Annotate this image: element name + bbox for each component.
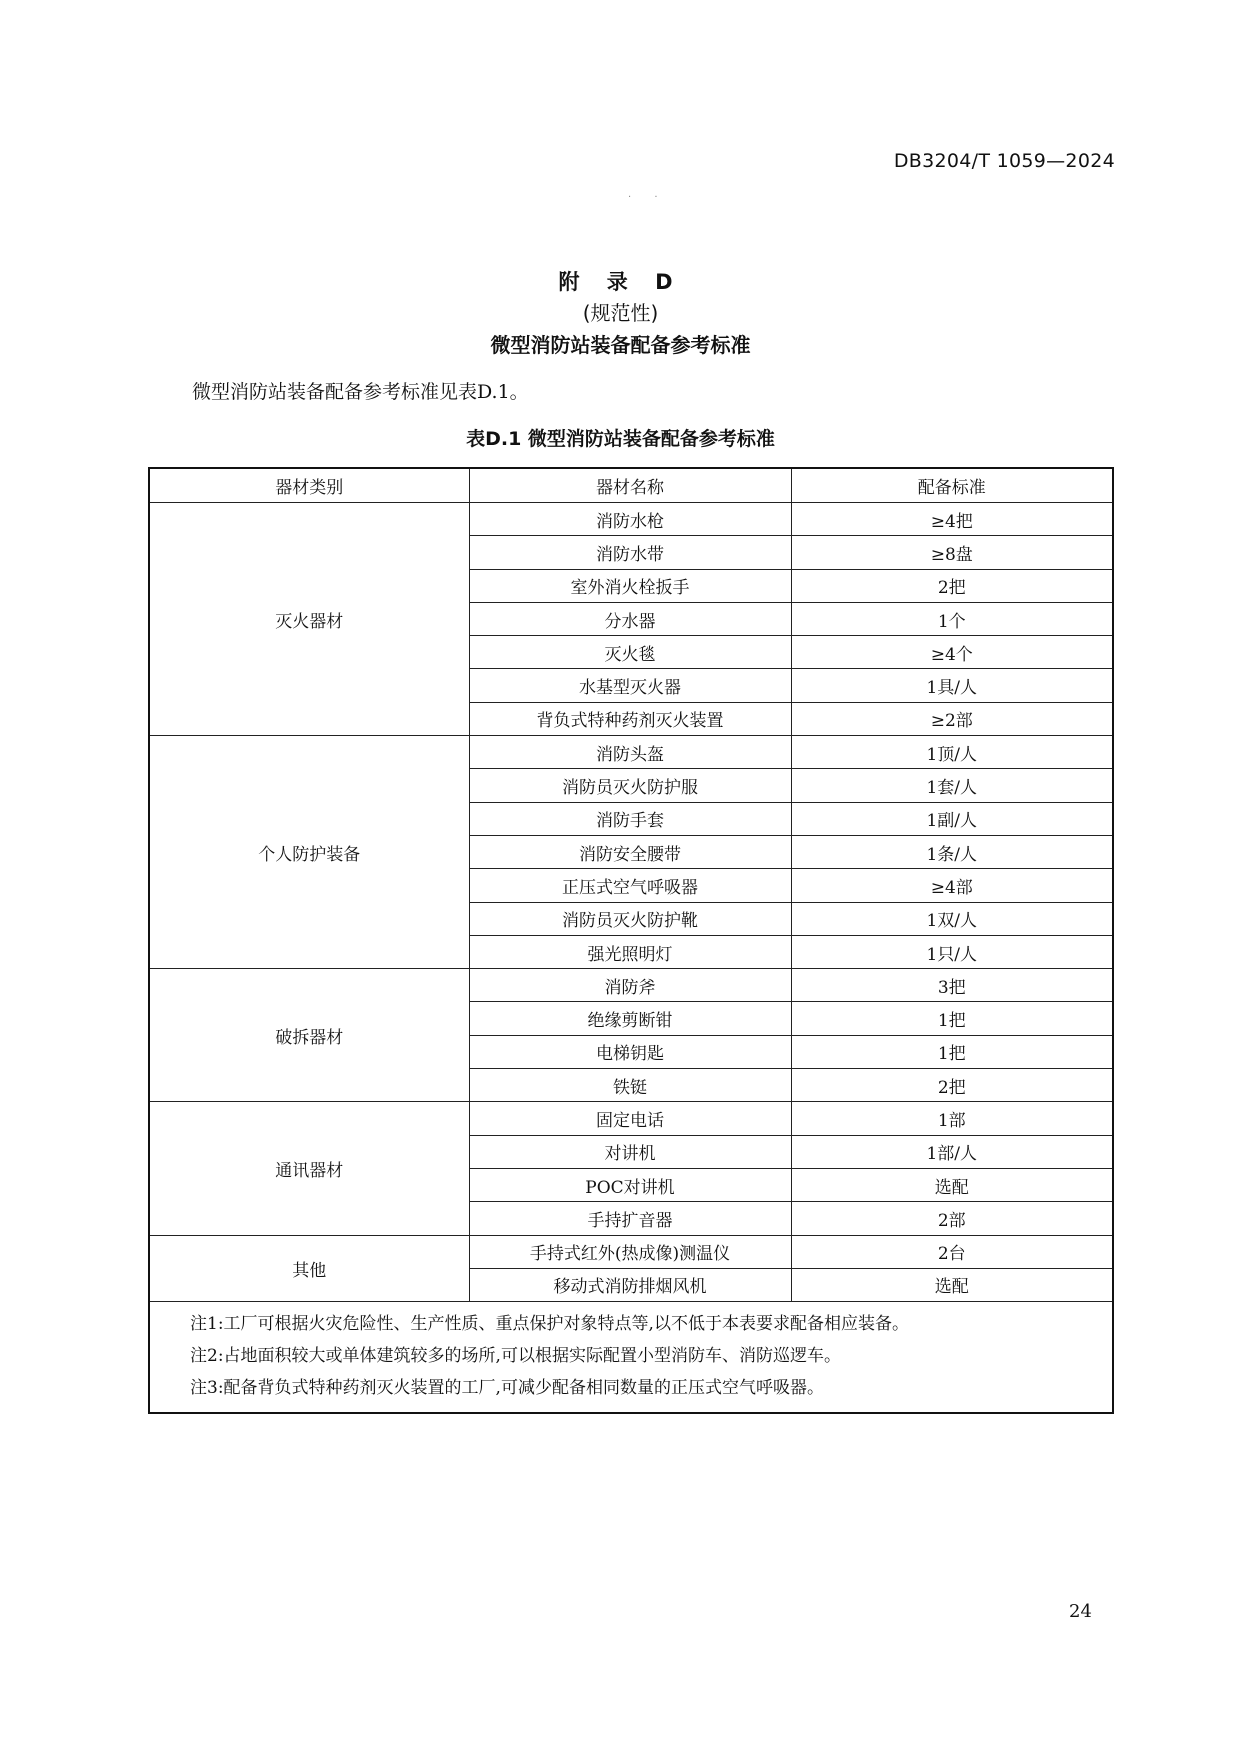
item-standard: 1只/人 <box>791 935 1113 968</box>
item-standard: 选配 <box>791 1168 1113 1201</box>
item-name: 固定电话 <box>469 1102 791 1135</box>
item-name: 消防员灭火防护靴 <box>469 902 791 935</box>
appendix-normative: (规范性) <box>582 301 659 325</box>
notes-row <box>149 1302 1113 1414</box>
item-name: 灭火毯 <box>469 636 791 669</box>
table-header-row <box>149 468 1113 503</box>
header-name: 器材名称 <box>469 468 791 503</box>
item-standard: ≥2部 <box>791 702 1113 735</box>
item-standard: 2把 <box>791 569 1113 602</box>
item-standard: 2部 <box>791 1202 1113 1235</box>
item-name: 强光照明灯 <box>469 935 791 968</box>
appendix-label: 附 录 D <box>558 270 683 294</box>
intro-paragraph: 微型消防站装备配备参考标准见表D.1。 <box>192 381 529 403</box>
item-name: 室外消火栓扳手 <box>469 569 791 602</box>
item-standard: 1部/人 <box>791 1135 1113 1168</box>
category-cell: 灭火器材 <box>149 503 469 736</box>
item-standard: 1副/人 <box>791 802 1113 835</box>
category-cell: 个人防护装备 <box>149 736 469 969</box>
item-name: 消防员灭火防护服 <box>469 769 791 802</box>
item-standard: 1双/人 <box>791 902 1113 935</box>
item-standard: 1具/人 <box>791 669 1113 702</box>
note-2: 注2:占地面积较大或单体建筑较多的场所,可以根据实际配置小型消防车、消防巡逻车。 <box>190 1346 841 1367</box>
item-name: 手持扩音器 <box>469 1202 791 1235</box>
item-name: 对讲机 <box>469 1135 791 1168</box>
note-1: 注1:工厂可根据火灾危险性、生产性质、重点保护对象特点等,以不低于本表要求配备相应装备。 <box>190 1314 909 1335</box>
item-standard: 1把 <box>791 1002 1113 1035</box>
item-name: 电梯钥匙 <box>469 1035 791 1068</box>
table-row <box>149 1102 1113 1135</box>
item-standard: ≥8盘 <box>791 536 1113 569</box>
item-name: 绝缘剪断钳 <box>469 1002 791 1035</box>
table-row <box>149 969 1113 1002</box>
appendix-title: 微型消防站装备配备参考标准 <box>490 333 751 357</box>
item-standard: 1套/人 <box>791 769 1113 802</box>
item-standard: ≥4部 <box>791 869 1113 902</box>
decorative-dots: · · <box>628 192 668 203</box>
table-title: 表D.1 微型消防站装备配备参考标准 <box>466 428 775 450</box>
item-standard: 2台 <box>791 1235 1113 1268</box>
document-code: DB3204/T 1059—2024 <box>893 150 1115 172</box>
table-row <box>149 736 1113 769</box>
item-name: 消防水带 <box>469 536 791 569</box>
item-name: 移动式消防排烟风机 <box>469 1268 791 1301</box>
table-row <box>149 1235 1113 1268</box>
item-standard: 1顶/人 <box>791 736 1113 769</box>
item-name: 手持式红外(热成像)测温仪 <box>469 1235 791 1268</box>
item-name: 消防安全腰带 <box>469 835 791 868</box>
header-category: 器材类别 <box>149 468 469 503</box>
table-row <box>149 503 1113 536</box>
item-name: 分水器 <box>469 602 791 635</box>
page-number: 24 <box>1069 1601 1092 1622</box>
item-standard: 1部 <box>791 1102 1113 1135</box>
equipment-table <box>148 467 1114 1414</box>
item-name: 消防手套 <box>469 802 791 835</box>
item-name: 消防斧 <box>469 969 791 1002</box>
item-standard: ≥4个 <box>791 636 1113 669</box>
item-standard: 选配 <box>791 1268 1113 1301</box>
item-standard: 2把 <box>791 1069 1113 1102</box>
note-3: 注3:配备背负式特种药剂灭火装置的工厂,可减少配备相同数量的正压式空气呼吸器。 <box>190 1378 824 1399</box>
notes-cell <box>149 1302 1113 1414</box>
item-name: 消防头盔 <box>469 736 791 769</box>
category-cell: 其他 <box>149 1235 469 1302</box>
item-standard: 1条/人 <box>791 835 1113 868</box>
item-standard: 3把 <box>791 969 1113 1002</box>
item-standard: ≥4把 <box>791 503 1113 536</box>
item-standard: 1把 <box>791 1035 1113 1068</box>
category-cell: 通讯器材 <box>149 1102 469 1235</box>
item-name: 正压式空气呼吸器 <box>469 869 791 902</box>
category-cell: 破拆器材 <box>149 969 469 1102</box>
item-name: 背负式特种药剂灭火装置 <box>469 702 791 735</box>
header-standard: 配备标准 <box>791 468 1113 503</box>
item-name: 水基型灭火器 <box>469 669 791 702</box>
item-standard: 1个 <box>791 602 1113 635</box>
item-name: 消防水枪 <box>469 503 791 536</box>
item-name: 铁铤 <box>469 1069 791 1102</box>
item-name: POC对讲机 <box>469 1168 791 1201</box>
